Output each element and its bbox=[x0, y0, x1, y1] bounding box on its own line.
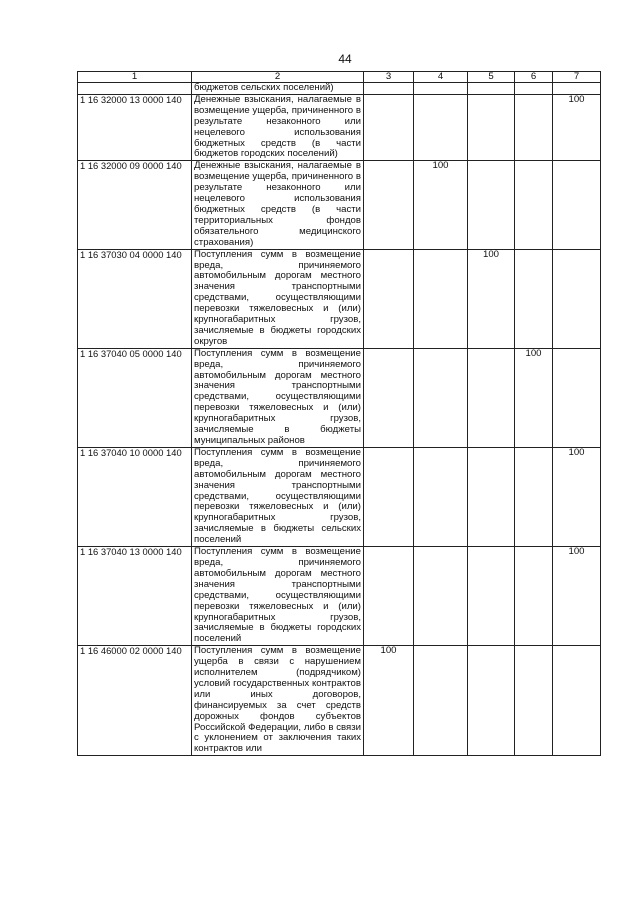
cell-col6 bbox=[515, 646, 553, 756]
cell-code: 1 16 46000 02 0000 140 bbox=[78, 646, 192, 756]
table-row bbox=[78, 161, 601, 249]
cell-col4 bbox=[414, 547, 468, 646]
cell-col7 bbox=[553, 348, 601, 447]
cell-col4 bbox=[414, 447, 468, 546]
cell-col5 bbox=[468, 348, 515, 447]
cell-name: бюджетов сельских поселений) bbox=[192, 83, 364, 95]
cell-col3 bbox=[364, 161, 414, 249]
cell-col6 bbox=[515, 547, 553, 646]
column-header: 4 bbox=[414, 72, 468, 83]
cell-col7: 100 bbox=[553, 94, 601, 160]
cell-col5 bbox=[468, 547, 515, 646]
column-header: 5 bbox=[468, 72, 515, 83]
cell-col5 bbox=[468, 646, 515, 756]
cell-code bbox=[78, 83, 192, 95]
cell-code: 1 16 32000 13 0000 140 bbox=[78, 94, 192, 160]
cell-col4 bbox=[414, 94, 468, 160]
cell-col7: 100 bbox=[553, 447, 601, 546]
cell-col7 bbox=[553, 646, 601, 756]
revenue-distribution-table bbox=[77, 71, 601, 756]
table-row-continuation bbox=[78, 83, 601, 95]
table-header-row bbox=[78, 72, 601, 83]
table-row bbox=[78, 94, 601, 160]
cell-col5: 100 bbox=[468, 249, 515, 348]
cell-col3 bbox=[364, 547, 414, 646]
cell-col5 bbox=[468, 83, 515, 95]
cell-code: 1 16 37040 13 0000 140 bbox=[78, 547, 192, 646]
cell-col3 bbox=[364, 94, 414, 160]
cell-code: 1 16 32000 09 0000 140 bbox=[78, 161, 192, 249]
cell-name: Поступления сумм в возмещение вреда, причиняемого автомобильным дорогам местного значения транспортными средствами, осуществляющими перевозки тяжеловесных и (или) крупногабаритных грузов, зачисляемые в бюджеты городских поселений bbox=[192, 547, 364, 646]
cell-col4 bbox=[414, 249, 468, 348]
cell-col6 bbox=[515, 161, 553, 249]
cell-code: 1 16 37040 10 0000 140 bbox=[78, 447, 192, 546]
cell-col3: 100 bbox=[364, 646, 414, 756]
cell-col6 bbox=[515, 94, 553, 160]
column-header: 7 bbox=[553, 72, 601, 83]
cell-col4 bbox=[414, 646, 468, 756]
table-row bbox=[78, 646, 601, 756]
cell-col3 bbox=[364, 447, 414, 546]
cell-col5 bbox=[468, 447, 515, 546]
table-row bbox=[78, 547, 601, 646]
cell-name: Поступления сумм в возмещение вреда, причиняемого автомобильным дорогам местного значения транспортными средствами, осуществляющими перевозки тяжеловесных и (или) крупногабаритных грузов, зачисляемые в бюджеты муниципальных районов bbox=[192, 348, 364, 447]
cell-code: 1 16 37040 05 0000 140 bbox=[78, 348, 192, 447]
cell-col4 bbox=[414, 83, 468, 95]
cell-name: Денежные взыскания, налагаемые в возмещение ущерба, причиненного в результате незаконного или нецелевого использования бюджетных средств (в части бюджетов городских поселений) bbox=[192, 94, 364, 160]
cell-col5 bbox=[468, 94, 515, 160]
cell-name: Поступления сумм в возмещение вреда, причиняемого автомобильным дорогам местного значения транспортными средствами, осуществляющими перевозки тяжеловесных и (или) крупногабаритных грузов, зачисляемые в бюджеты сельских поселений bbox=[192, 447, 364, 546]
column-header: 2 bbox=[192, 72, 364, 83]
cell-col6: 100 bbox=[515, 348, 553, 447]
table-row bbox=[78, 348, 601, 447]
cell-col5 bbox=[468, 161, 515, 249]
cell-col3 bbox=[364, 249, 414, 348]
page-number: 44 bbox=[338, 52, 352, 66]
cell-code: 1 16 37030 04 0000 140 bbox=[78, 249, 192, 348]
cell-col6 bbox=[515, 447, 553, 546]
cell-col3 bbox=[364, 83, 414, 95]
column-header: 1 bbox=[78, 72, 192, 83]
cell-col7 bbox=[553, 83, 601, 95]
cell-col4: 100 bbox=[414, 161, 468, 249]
cell-name: Поступления сумм в возмещение ущерба в связи с нарушением исполнителем (подрядчиком) условий государственных контрактов или иных договоров, финансируемых за счет средств дорожных фондов субъектов Российской Федерации, либо в связи с уклонением от заключения таких контрактов или bbox=[192, 646, 364, 756]
cell-col3 bbox=[364, 348, 414, 447]
column-header: 3 bbox=[364, 72, 414, 83]
cell-col7 bbox=[553, 161, 601, 249]
cell-col7 bbox=[553, 249, 601, 348]
table-row bbox=[78, 447, 601, 546]
cell-col7: 100 bbox=[553, 547, 601, 646]
cell-col4 bbox=[414, 348, 468, 447]
column-header: 6 bbox=[515, 72, 553, 83]
cell-col6 bbox=[515, 249, 553, 348]
cell-col6 bbox=[515, 83, 553, 95]
table-row bbox=[78, 249, 601, 348]
cell-name: Поступления сумм в возмещение вреда, причиняемого автомобильным дорогам местного значения транспортными средствами, осуществляющими перевозки тяжеловесных и (или) крупногабаритных грузов, зачисляемые в бюджеты городских округов bbox=[192, 249, 364, 348]
cell-name: Денежные взыскания, налагаемые в возмещение ущерба, причиненного в результате незаконного или нецелевого использования бюджетных средств (в части территориальных фондов обязательного медицинского страхования) bbox=[192, 161, 364, 249]
